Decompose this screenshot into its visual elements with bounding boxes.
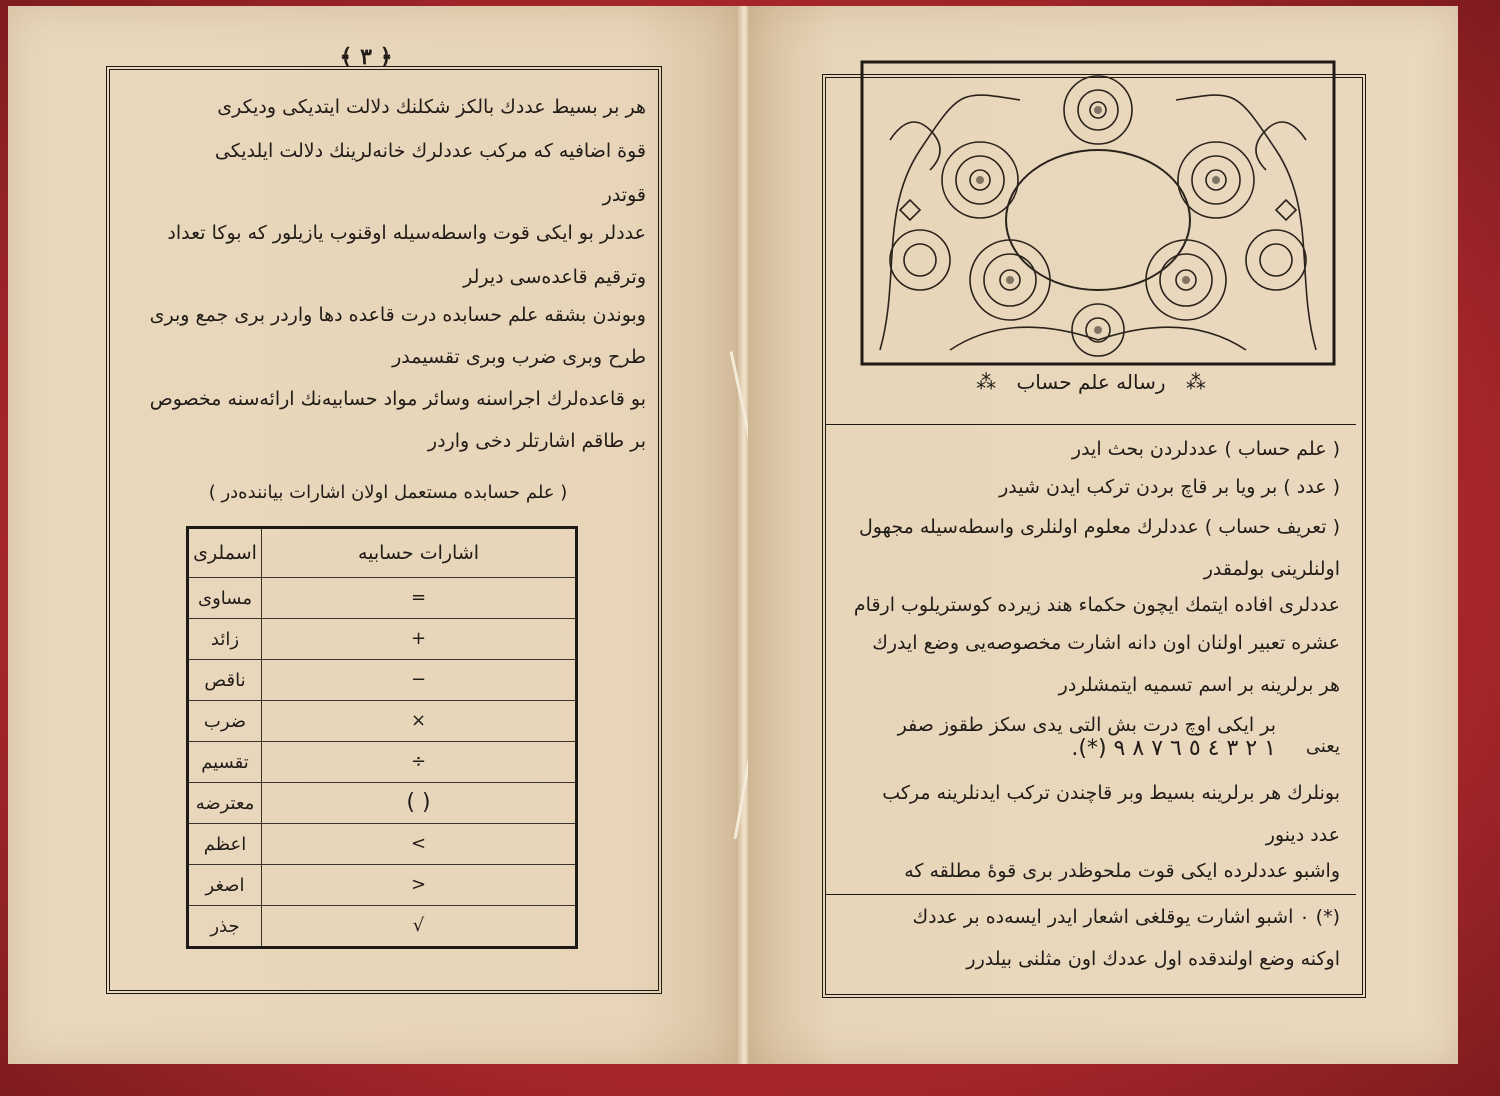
left-page: [8, 6, 740, 1064]
digits-row: ١ ٢ ٣ ٤ ٥ ٦ ٧ ٨ ٩ (*).: [1071, 736, 1276, 761]
text-line: بونلرك هر برلرينه بسيط وبر قاچندن تركب ايدنلرينه مركب: [882, 782, 1340, 804]
title-bar: [826, 370, 1356, 422]
sign-name: مساوى: [188, 578, 262, 619]
table-header-row: [188, 528, 577, 578]
table-row: [188, 742, 577, 783]
table-row: [188, 701, 577, 742]
text-line: اولنلرينى بولمقدر: [1203, 558, 1340, 580]
sign-symbol: ÷: [262, 742, 577, 783]
sign-name: اعظم: [188, 824, 262, 865]
signs-table: [186, 526, 578, 949]
table-row: [188, 660, 577, 701]
table-row: [188, 865, 577, 906]
title-ornament-icon: ⁂: [976, 370, 997, 394]
text-line: هر برلرينه بر اسم تسميه ايتمشلردر: [1058, 674, 1340, 696]
title-ornament-icon: ⁂: [1185, 370, 1206, 394]
sign-symbol: <: [262, 824, 577, 865]
sign-name: زائد: [188, 619, 262, 660]
text-line: عددلرى افاده ايتمك ايچون حكماء هند زيرده كوستريلوب ارقام: [853, 594, 1340, 616]
table-row: [188, 783, 577, 824]
page-number: ﴾ ٣ ﴿: [339, 44, 393, 70]
sign-name: اصغر: [188, 865, 262, 906]
text-line: ( عدد ) بر ويا بر قاچ بردن تركب ايدن شيدر: [999, 476, 1340, 498]
text-line: واشبو عددلرده ايكى قوت ملحوظدر برى قوۀ مطلقه كه: [904, 860, 1340, 882]
footnote: [840, 904, 1340, 984]
footnote-line: اوكنه وضع اولندقده اول عددك اون مثلنى بيلدرر: [966, 948, 1340, 970]
sign-name: جذر: [188, 906, 262, 948]
footnote-line: (*) ٠ اشبو اشارت يوقلغى اشعار ايدر ايسه‌ده بر عددك: [912, 906, 1340, 928]
yani-label: يعنى: [1305, 736, 1340, 757]
page-title: رساله علم حساب: [1016, 370, 1166, 394]
sign-name: ناقص: [188, 660, 262, 701]
table-caption: ( علم حسابده مستعمل اولان اشارات بياننده‌در ): [208, 482, 568, 503]
table-row: [188, 906, 577, 948]
sign-symbol: ( ): [262, 783, 577, 824]
table-row: [188, 619, 577, 660]
text-line: بو قاعده‌لرك اجراسنه وسائر مواد حسابيه‌نك ارائه‌سنه مخصوص: [149, 388, 646, 410]
floral-ornament: [860, 60, 1336, 366]
sign-symbol: √: [262, 906, 577, 948]
header-signs: اشارات حسابيه: [262, 528, 577, 578]
sign-name: تقسيم: [188, 742, 262, 783]
sign-symbol: −: [262, 660, 577, 701]
sign-symbol: +: [262, 619, 577, 660]
text-line: قوتدر: [602, 184, 646, 206]
text-line: وبوندن بشقه علم حسابده درت قاعده دها واردر برى جمع وبرى: [149, 304, 646, 326]
sign-name: ضرب: [188, 701, 262, 742]
text-line: عدد دينور: [1265, 824, 1340, 846]
table-row: [188, 824, 577, 865]
text-line: بر طاقم اشارتلر دخى واردر: [427, 430, 646, 452]
footnote-divider: [826, 894, 1356, 895]
sign-symbol: ×: [262, 701, 577, 742]
text-line: قوة اضافيه كه مركب عددلرك خانه‌لرينك دلالت ايلديكى: [214, 140, 646, 162]
left-text-block: [120, 90, 646, 470]
title-divider: [826, 424, 1356, 425]
right-text-block: [840, 436, 1340, 886]
number-names: بر ايكى اوچ درت بش التى يدى سكز طقوز صفر: [897, 714, 1276, 736]
text-line: هر بر بسيط عددك بالكز شكلنك دلالت ايتديكى وديكرى: [217, 96, 646, 118]
text-line: عددلر بو ايكى قوت واسطه‌سيله اوقنوب يازيلور كه بوكا تعداد: [167, 222, 646, 244]
header-names: اسملرى: [188, 528, 262, 578]
text-line: ( علم حساب ) عددلردن بحث ايدر: [1071, 438, 1340, 460]
text-line: عشره تعبير اولنان اون دانه اشارت مخصوصه‌يى وضع ايدرك: [872, 632, 1340, 654]
sign-name: معترضه: [188, 783, 262, 824]
table-row: [188, 578, 577, 619]
text-line: وترقيم قاعده‌سى ديرلر: [463, 266, 646, 288]
text-line: طرح وبرى ضرب وبرى تقسيمدر: [392, 346, 646, 368]
sign-symbol: =: [262, 578, 577, 619]
text-line: ( تعريف حساب ) عددلرك معلوم اولنلرى واسطه‌سيله مجهول: [858, 516, 1340, 538]
sign-symbol: >: [262, 865, 577, 906]
